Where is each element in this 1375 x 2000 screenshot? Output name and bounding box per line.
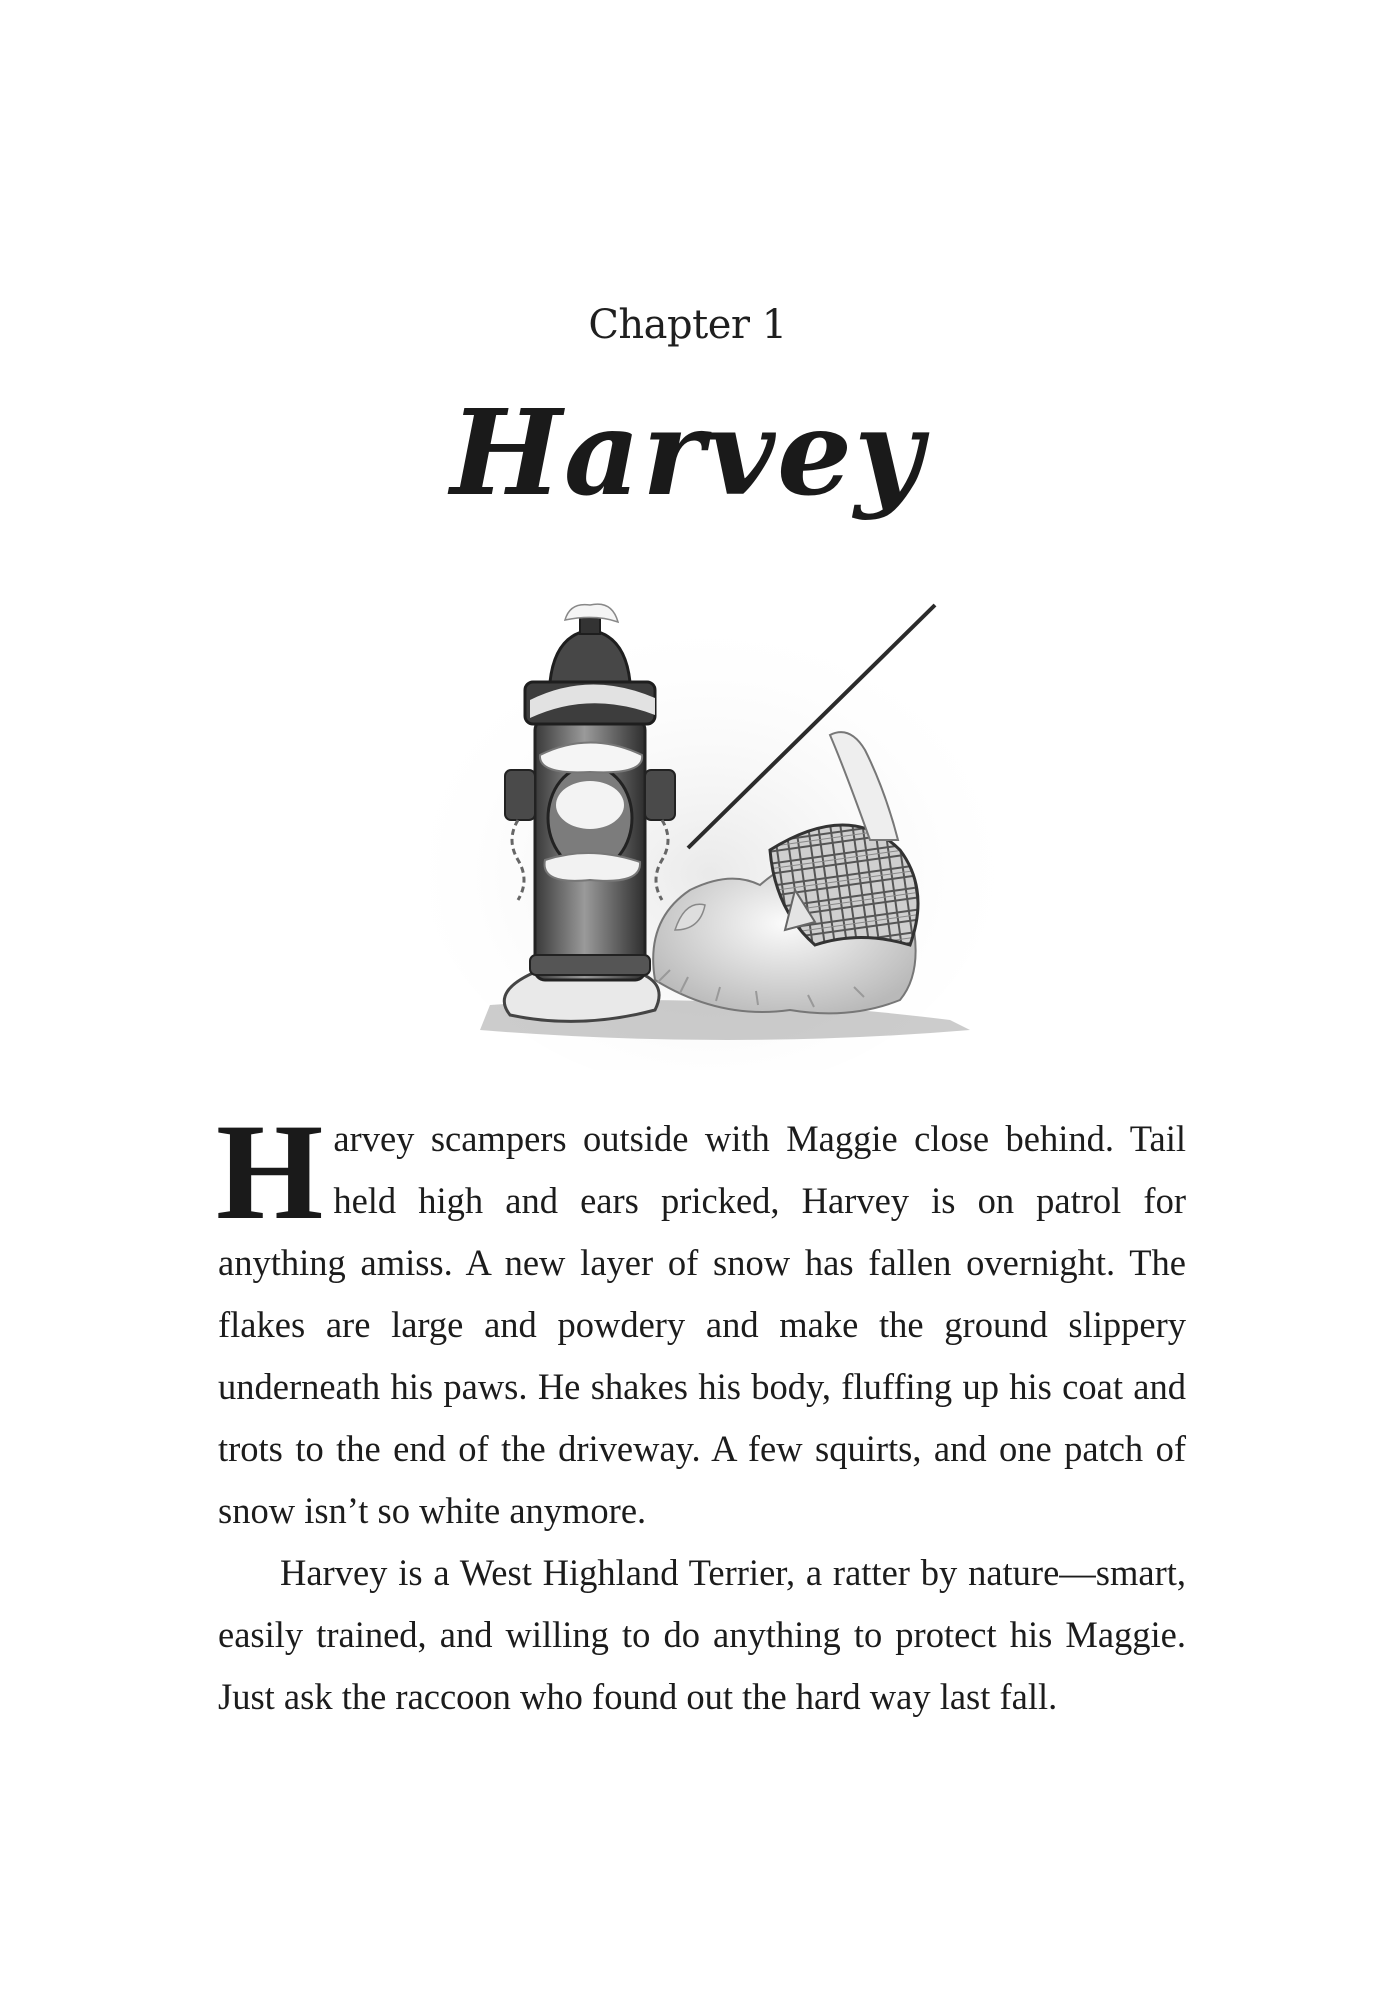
fire-hydrant-and-dog-icon bbox=[430, 550, 1000, 1070]
chapter-label: Chapter 1 bbox=[588, 302, 787, 348]
paragraph-1 bbox=[216, 1095, 1186, 1542]
paragraph-2: Harvey is a West Highland Terrier, a ratter by nature—smart, easily trained, and willing to do anything to protect his Maggie. Just ask the raccoon who found out the hard way last fall. bbox=[218, 1552, 1186, 1717]
chapter-body bbox=[216, 1095, 1186, 1728]
drop-cap: H bbox=[216, 1095, 324, 1248]
paragraph-1-text: arvey scampers outside with Maggie close behind. Tail held high and ears pricked, Harvey is on patrol for anything amiss. A new layer of snow has fallen overnight. The flakes are large and powdery and make the ground slippery underneath his paws. He shakes his body, fluffing up his coat and trots to the end of the driveway. A few squirts, and one patch of snow isn’t so white anymore. bbox=[218, 1118, 1186, 1531]
chapter-title: Harvey bbox=[450, 383, 925, 522]
